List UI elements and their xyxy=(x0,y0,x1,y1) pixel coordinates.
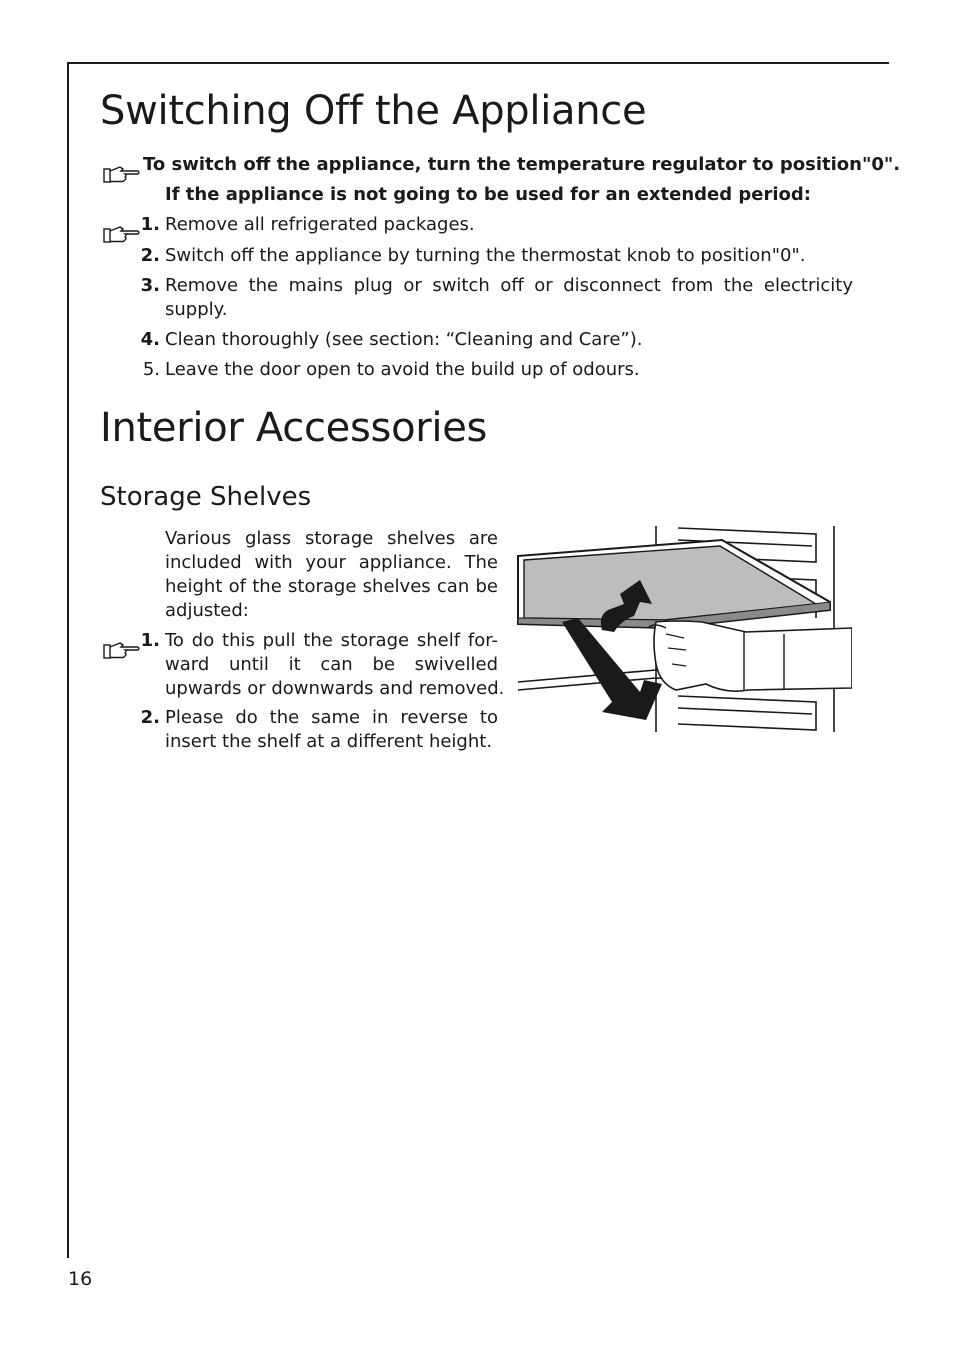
step-text-continued: insert the shelf at a different height. xyxy=(165,731,493,752)
intro-line: included with your appliance. The xyxy=(165,552,498,573)
pointing-hand-icon xyxy=(103,222,141,244)
intro-line: adjusted: xyxy=(165,600,249,621)
step-number: 2. xyxy=(140,245,160,266)
step-number: 4. xyxy=(140,329,160,350)
step-number: 2. xyxy=(140,707,160,728)
step-number: 5. xyxy=(142,359,160,380)
step-text: Switch off the appliance by turning the thermostat knob to position"0". xyxy=(165,245,806,266)
step-text-continued: upwards or downwards and removed. xyxy=(165,678,505,699)
pointing-hand-icon xyxy=(103,162,141,184)
section-title-interior-accessories: Interior Accessories xyxy=(100,405,488,451)
step-number: 1. xyxy=(140,214,160,235)
frame-left-rule xyxy=(67,62,69,1258)
intro-line: Various glass storage shelves are xyxy=(165,528,498,549)
step-number: 1. xyxy=(140,630,160,651)
extended-period-note: If the appliance is not going to be used for an extended period: xyxy=(165,184,811,205)
shelf-removal-illustration xyxy=(516,524,852,734)
page-number: 16 xyxy=(68,1268,93,1290)
step-text: Leave the door open to avoid the build up of odours. xyxy=(165,359,640,380)
step-text: Remove the mains plug or switch off or disconnect from the electricity xyxy=(165,275,853,296)
frame-top-rule xyxy=(67,62,889,64)
step-text: Please do the same in reverse to xyxy=(165,707,498,728)
intro-line: height of the storage shelves can be xyxy=(165,576,498,597)
switch-off-note: To switch off the appliance, turn the temperature regulator to position"0". xyxy=(143,154,901,175)
pointing-hand-icon xyxy=(103,638,141,660)
section-title-switching-off: Switching Off the Appliance xyxy=(100,88,647,134)
step-text: To do this pull the storage shelf for- xyxy=(165,630,498,651)
step-text: Clean thoroughly (see section: “Cleaning and Care”). xyxy=(165,329,643,350)
step-number: 3. xyxy=(140,275,160,296)
step-text-continued: ward until it can be swivelled xyxy=(165,654,498,675)
step-text: Remove all refrigerated packages. xyxy=(165,214,475,235)
step-text-continued: supply. xyxy=(165,299,228,320)
subsection-title-storage-shelves: Storage Shelves xyxy=(100,482,312,512)
